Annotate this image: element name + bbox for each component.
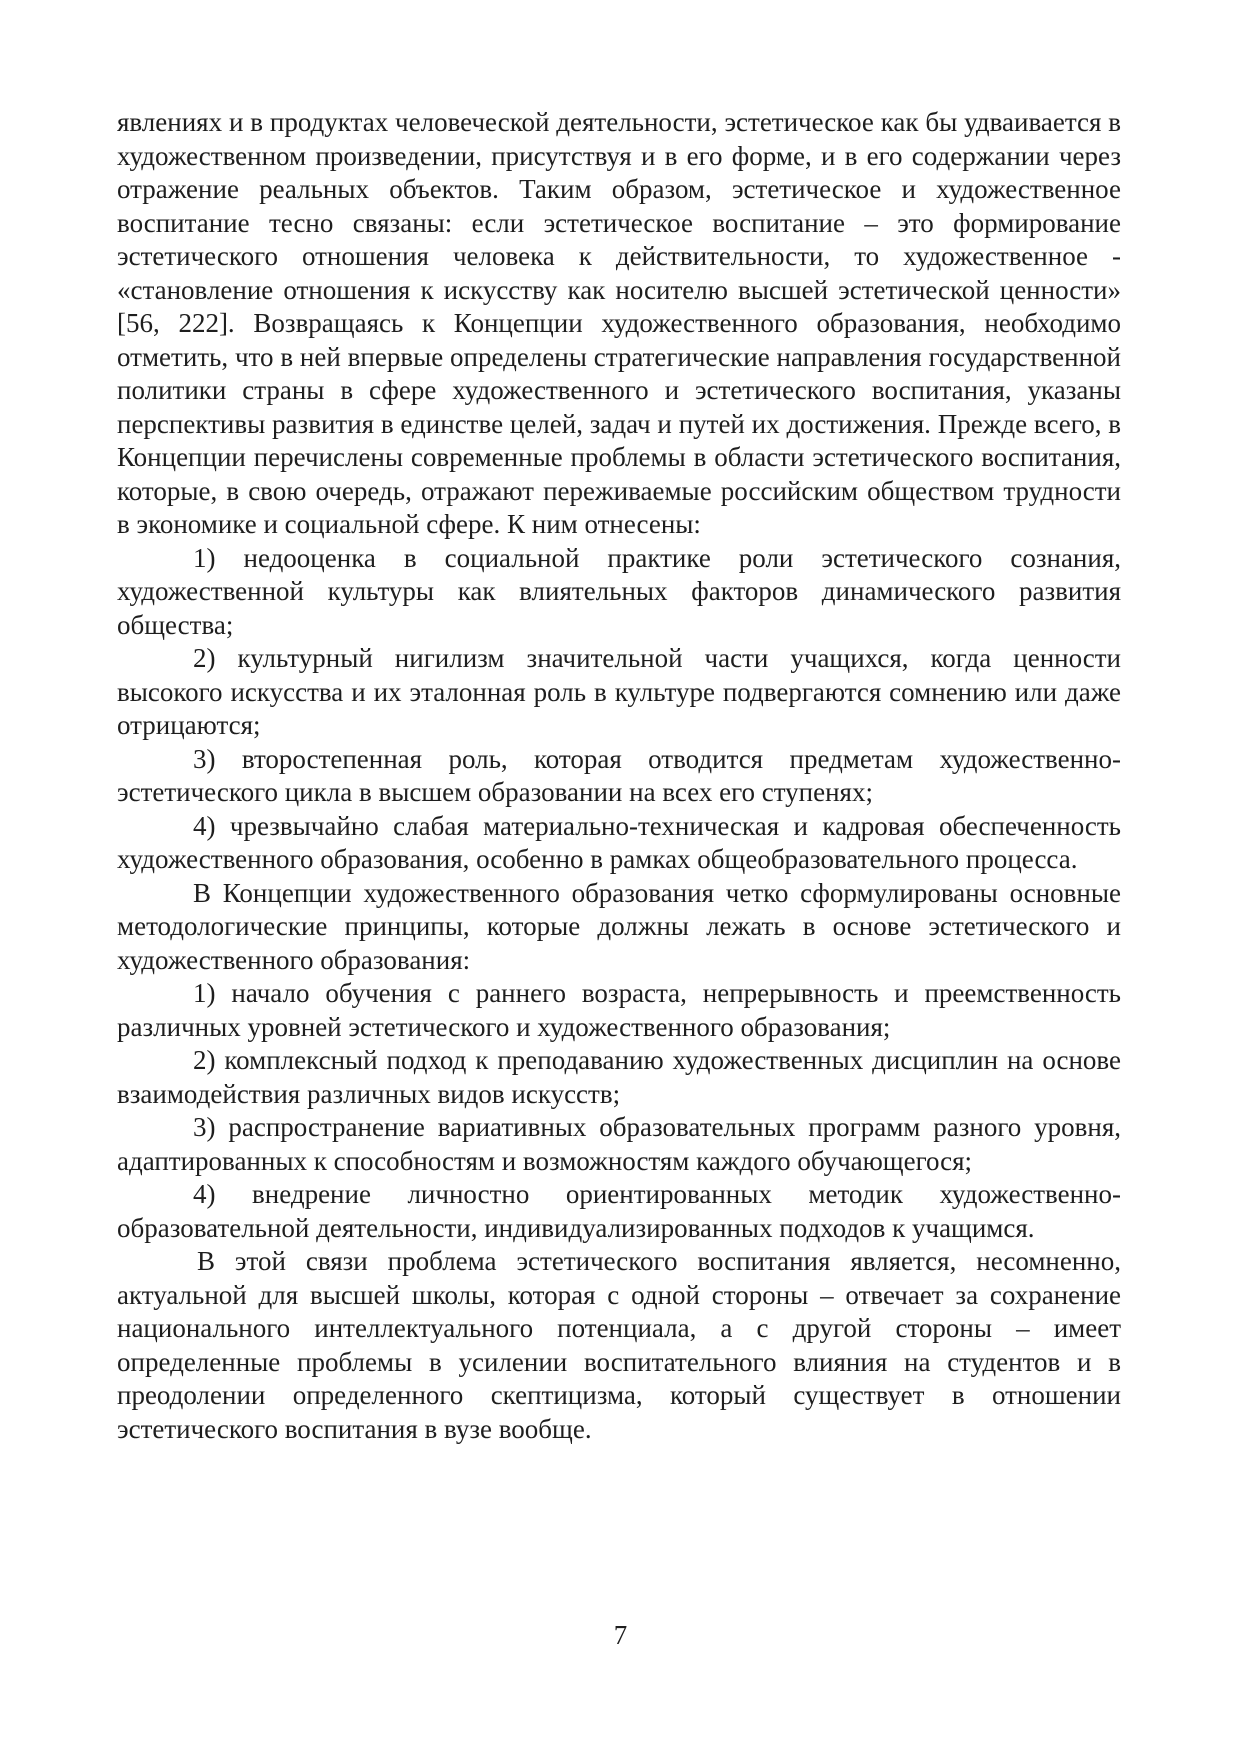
principle-item-1: 1) начало обучения с раннего возраста, непрерывность и преемственность различных уровней эстетического и художественного образования; <box>117 978 1121 1042</box>
problem-item-4: 4) чрезвычайно слабая материально-техническая и кадровая обеспеченность художественного образования, особенно в рамках общеобразовательного процесса. <box>117 810 1121 874</box>
problem-item-3: 3) второстепенная роль, которая отводится предметам художественно-эстетического цикла в высшем образовании на всех его ступенях; <box>117 743 1121 807</box>
principle-item-4: 4) внедрение личностно ориентированных методик художественно-образовательной деятельности, индивидуализированных подходов к учащимся. <box>117 1179 1121 1243</box>
conclusion-paragraph: В этой связи проблема эстетического воспитания является, несомненно, актуальной для высшей школы, которая с одной стороны – отвечает за сохранение национального интеллектуального потенциала, а с другой стороны – имеет определенные проблемы в усилении воспитательного влияния на студентов и в преодолении определенного скептицизма, который существует в отношении эстетического воспитания в вузе вообще. <box>117 1246 1121 1444</box>
page-body <box>117 106 1121 1446</box>
paragraph-continuation: явлениях и в продуктах человеческой деятельности, эстетическое как бы удваивается в художественном произведении, присутствуя и в его форме, и в его содержании через отражение реальных объектов. Таким образом, эстетическое и художественное воспитание тесно связаны: если эстетическое воспитание – это формирование эстетического отношения человека к действительности, то художественное - «становление отношения к искусству как носителю высшей эстетической ценности» [56, 222]. Возвращаясь к Концепции художественного образования, необходимо отметить, что в ней впервые определены стратегические направления государственной политики страны в сфере художественного и эстетического воспитания, указаны перспективы развития в единстве целей, задач и путей их достижения. Прежде всего, в Концепции перечислены современные проблемы в области эстетического воспитания, которые, в свою очередь, отражают переживаемые российским обществом трудности в экономике и социальной сфере. К ним отнесены: <box>117 107 1121 539</box>
page-number: 7 <box>613 1620 628 1650</box>
principle-item-3: 3) распространение вариативных образовательных программ разного уровня, адаптированных к способностям и возможностям каждого обучающегося; <box>117 1112 1121 1176</box>
problem-item-2: 2) культурный нигилизм значительной части учащихся, когда ценности высокого искусства и их эталонная роль в культуре подвергаются сомнению или даже отрицаются; <box>117 643 1121 740</box>
problem-item-1: 1) недооценка в социальной практике роли эстетического сознания, художественной культуры как влиятельных факторов динамического развития общества; <box>117 542 1121 640</box>
principle-item-2: 2) комплексный подход к преподаванию художественных дисциплин на основе взаимодействия различных видов искусств; <box>117 1045 1121 1109</box>
principles-intro-paragraph: В Концепции художественного образования четко сформулированы основные методологические принципы, которые должны лежать в основе эстетического и художественного образования: <box>117 877 1121 975</box>
